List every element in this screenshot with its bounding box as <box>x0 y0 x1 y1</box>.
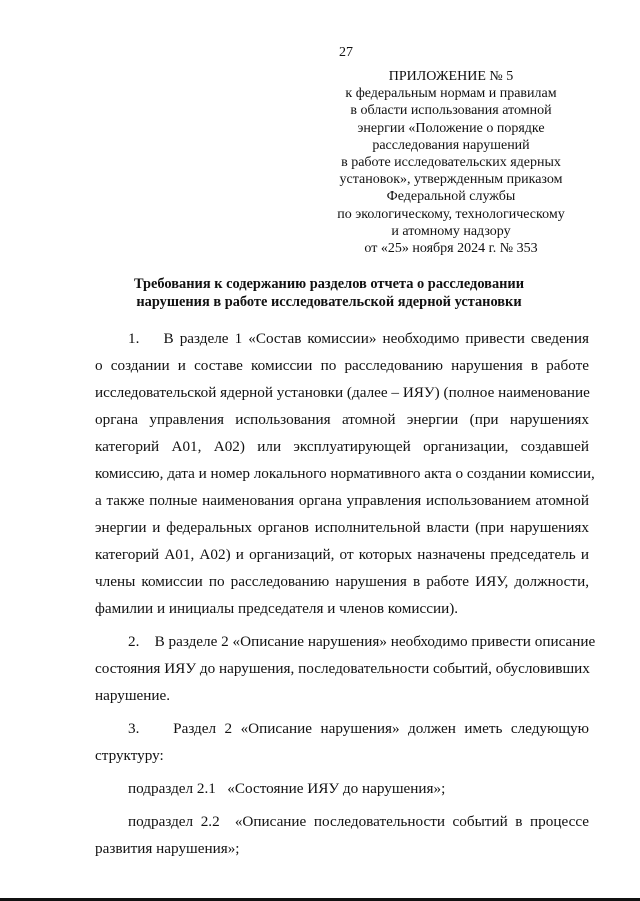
body-line: члены комиссии по расследованию нарушения в работе ИЯУ, должности, <box>95 573 589 590</box>
body-line: структуру: <box>95 747 164 764</box>
appendix-line: и атомному надзору <box>391 223 511 239</box>
body-line: развития нарушения»; <box>95 840 240 857</box>
document-body <box>95 325 596 868</box>
appendix-header <box>326 68 576 257</box>
title-line: нарушения в работе исследовательской ядерной установки <box>136 293 522 310</box>
body-line: фамилии и инициалы председателя и членов комиссии). <box>95 600 459 617</box>
appendix-line: в области использования атомной <box>350 103 552 119</box>
body-line: о создании и составе комиссии по расследованию нарушения в работе <box>95 357 589 374</box>
title-line: Требования к содержанию разделов отчета о расследовании <box>133 276 525 292</box>
appendix-line: расследования нарушений <box>372 137 530 153</box>
body-line: исследовательской ядерной установки (далее – ИЯУ) (полное наименование <box>95 384 590 401</box>
document-title <box>100 276 558 311</box>
subsection-2-1 <box>95 775 589 802</box>
paragraph-2 <box>95 628 596 709</box>
body-line: 3. Раздел 2 «Описание нарушения» должен иметь следующую <box>128 720 589 737</box>
body-line: подраздел 2.2 «Описание последовательности событий в процессе <box>128 813 589 830</box>
paragraph-3 <box>95 715 589 769</box>
appendix-line: Федеральной службы <box>386 189 516 205</box>
body-line: а также полные наименования органа управления использованием атомной <box>95 492 589 509</box>
page-number: 27 <box>339 45 353 60</box>
appendix-line: энергии «Положение о порядке <box>357 120 545 136</box>
body-line: органа управления использования атомной энергии (при нарушениях <box>95 411 589 428</box>
subsection-2-2 <box>95 808 589 862</box>
paragraph-1 <box>95 325 595 622</box>
body-line: категорий А01, А02) и организаций, от которых назначены председатель и <box>95 546 589 563</box>
body-line: нарушение. <box>95 687 171 704</box>
body-line: энергии и федеральных органов исполнительной власти (при нарушениях <box>95 519 589 536</box>
body-line: 2. В разделе 2 «Описание нарушения» необходимо привести описание <box>128 633 596 650</box>
body-line: комиссию, дата и номер локального нормативного акта о создании комиссии, <box>95 465 595 482</box>
appendix-line: по экологическому, технологическому <box>337 206 565 222</box>
appendix-line: ПРИЛОЖЕНИЕ № 5 <box>388 69 514 84</box>
body-line: 1. В разделе 1 «Состав комиссии» необходимо привести сведения <box>128 330 589 347</box>
appendix-line: от «25» ноября 2024 г. № 353 <box>364 241 538 257</box>
appendix-line: в работе исследовательских ядерных <box>341 155 561 171</box>
body-line: категорий А01, А02) или эксплуатирующей организации, создавшей <box>95 438 589 455</box>
body-line: состояния ИЯУ до нарушения, последовательности событий, обусловивших <box>95 660 590 677</box>
appendix-line: установок», утвержденным приказом <box>339 172 563 188</box>
appendix-line: к федеральным нормам и правилам <box>345 86 557 102</box>
body-line: подраздел 2.1 «Состояние ИЯУ до нарушения»; <box>128 780 446 797</box>
